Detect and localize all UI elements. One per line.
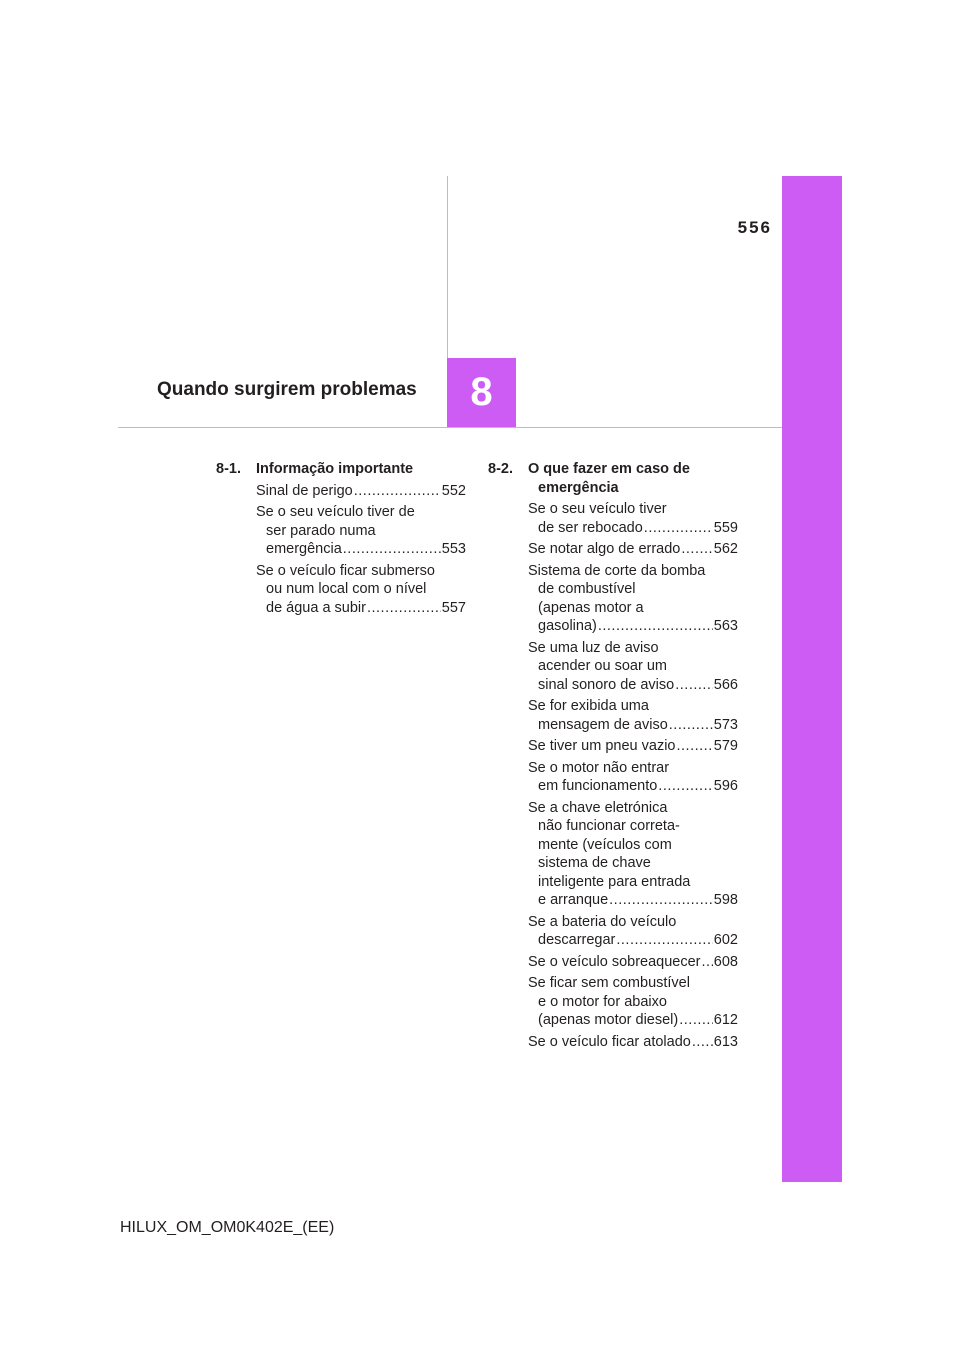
- toc-entry-line: [528, 799, 738, 818]
- toc-page-number: 557: [441, 599, 466, 616]
- toc-entry-text: Se o seu veículo tiver de: [256, 504, 415, 520]
- toc-entry-text: Se tiver um pneu vazio: [528, 738, 676, 754]
- toc-page-number: 552: [441, 482, 466, 499]
- toc-entry-text: emergência: [266, 541, 342, 557]
- toc-entry[interactable]: [528, 697, 738, 734]
- toc-entries: [488, 500, 748, 1051]
- toc-entry[interactable]: [528, 562, 738, 636]
- section-heading: [488, 460, 748, 497]
- toc-entry-line: [528, 737, 738, 756]
- toc-entry-text: (apenas motor a: [538, 599, 644, 616]
- dot-leader: [675, 676, 713, 695]
- toc-entry-line: [528, 891, 738, 910]
- toc-section-8-2: [488, 460, 748, 1054]
- dot-leader: [658, 777, 713, 796]
- toc-entry-line: [256, 482, 466, 501]
- toc-entry-text: mensagem de aviso: [538, 716, 668, 733]
- toc-entry-text: Se a bateria do veículo: [528, 913, 677, 930]
- toc-page-number: 613: [713, 1033, 738, 1050]
- toc-entry-text: Se o motor não entrar: [528, 759, 670, 776]
- toc-entry-line: [528, 676, 738, 695]
- toc-page-number: 562: [713, 541, 738, 557]
- toc-entry-text: Se o veículo sobreaquecer: [528, 953, 701, 970]
- toc-entry-line: [528, 836, 738, 855]
- toc-page-number: 596: [713, 778, 738, 794]
- toc-entry-line: [528, 953, 738, 972]
- toc-entry-line: [528, 974, 738, 993]
- document-code: HILUX_OM_OM0K402E_(EE): [120, 1219, 335, 1236]
- toc-entry-line: [256, 503, 466, 522]
- toc-entry-line: [528, 777, 738, 796]
- toc-entry-text: Se a chave eletrónica: [528, 799, 668, 816]
- toc-entry-line: [528, 993, 738, 1012]
- toc-entry-text: Sinal de perigo: [256, 482, 353, 499]
- toc-entry-line: [528, 580, 738, 599]
- toc-entry-text: acender ou soar um: [538, 658, 667, 674]
- toc-entry-text: sinal sonoro de aviso: [538, 676, 675, 693]
- dot-leader: [609, 891, 713, 910]
- dot-leader: [692, 1033, 713, 1052]
- toc-entry-line: [528, 817, 738, 836]
- toc-entry-text: ser parado numa: [266, 522, 376, 539]
- toc-entry-text: mente (veículos com: [538, 836, 672, 853]
- toc-entry[interactable]: [528, 540, 738, 559]
- dot-leader: [354, 482, 441, 501]
- chapter-title: Quando surgirem problemas: [157, 379, 417, 400]
- toc-entry[interactable]: [528, 1033, 738, 1052]
- dot-leader: [681, 540, 712, 559]
- toc-page-number: 559: [713, 519, 738, 536]
- toc-section-8-1: [216, 460, 476, 620]
- dot-leader: [598, 617, 713, 636]
- vertical-rule: [447, 176, 448, 359]
- horizontal-rule: [118, 427, 782, 428]
- toc-entry-line: [528, 873, 738, 892]
- toc-entry-text: de combustível: [538, 581, 636, 597]
- toc-entry[interactable]: [528, 500, 738, 537]
- dot-leader: [644, 519, 713, 538]
- toc-page-number: 573: [713, 716, 738, 733]
- toc-entry-line: [256, 522, 466, 541]
- toc-page-number: 608: [713, 953, 738, 970]
- toc-page-number: 598: [713, 892, 738, 908]
- page-number: 556: [737, 218, 772, 237]
- toc-entry-text: inteligente para entrada: [538, 873, 691, 890]
- toc-entry-text: e o motor for abaixo: [538, 993, 667, 1010]
- toc-entry-line: [528, 1033, 738, 1052]
- toc-entry-text: não funcionar correta-: [538, 818, 680, 834]
- toc-entry-line: [256, 580, 466, 599]
- dot-leader: [702, 953, 713, 972]
- toc-entry-text: gasolina): [538, 618, 597, 634]
- toc-entries: [216, 482, 476, 618]
- toc-entry-line: [528, 854, 738, 873]
- toc-entry-text: sistema de chave: [538, 855, 651, 871]
- toc-entry-text: Se uma luz de aviso: [528, 639, 659, 656]
- toc-entry-text: Se notar algo de errado: [528, 541, 681, 557]
- section-heading: [216, 460, 476, 479]
- toc-entry-text: ou num local com o nível: [266, 581, 427, 597]
- toc-entry-text: Sistema de corte da bomba: [528, 562, 706, 579]
- toc-page-number: 579: [713, 738, 738, 754]
- toc-entry-line: [528, 931, 738, 950]
- chapter-number-box: 8: [447, 358, 516, 427]
- toc-entry[interactable]: [528, 953, 738, 972]
- toc-page-number: 602: [713, 932, 738, 948]
- toc-page-number: 566: [713, 676, 738, 693]
- toc-entry-text: descarregar: [538, 932, 616, 948]
- section-number: 8-1.: [216, 461, 241, 477]
- toc-page-number: 563: [713, 618, 738, 634]
- toc-entry-line: [528, 1011, 738, 1030]
- toc-entry-line: [528, 519, 738, 538]
- toc-entry[interactable]: [256, 562, 466, 618]
- toc-entry-text: de água a subir: [266, 599, 366, 616]
- dot-leader: [679, 1011, 713, 1030]
- toc-entry-line: [256, 562, 466, 581]
- toc-entry-line: [528, 913, 738, 932]
- toc-entry-line: [528, 617, 738, 636]
- toc-entry-text: de ser rebocado: [538, 519, 643, 536]
- chapter-side-tab: [782, 176, 842, 1182]
- toc-entry-text: Se o veículo ficar submerso: [256, 562, 435, 579]
- toc-entry[interactable]: [256, 482, 466, 501]
- toc-entry-line: [528, 540, 738, 559]
- toc-entry[interactable]: [528, 974, 738, 1030]
- toc-entry-line: [528, 562, 738, 581]
- toc-entry[interactable]: [528, 759, 738, 796]
- section-number: 8-2.: [488, 461, 513, 477]
- dot-leader: [669, 716, 713, 735]
- toc-entry-text: (apenas motor diesel): [538, 1012, 679, 1028]
- toc-entry-line: [528, 599, 738, 618]
- toc-entry-line: [528, 500, 738, 519]
- toc-entry-text: Se o veículo ficar atolado: [528, 1033, 691, 1050]
- dot-leader: [343, 540, 441, 559]
- toc-entry[interactable]: [528, 799, 738, 910]
- toc-page-number: 612: [713, 1012, 738, 1028]
- toc-entry-line: [528, 716, 738, 735]
- toc-entry[interactable]: [528, 737, 738, 756]
- toc-entry-text: Se o seu veículo tiver: [528, 501, 667, 517]
- toc-entry-text: Se for exibida uma: [528, 698, 649, 714]
- toc-entry-line: [256, 599, 466, 618]
- toc-entry-text: em funcionamento: [538, 778, 658, 794]
- toc-entry-line: [256, 540, 466, 559]
- dot-leader: [616, 931, 712, 950]
- toc-entry[interactable]: [528, 913, 738, 950]
- toc-entry[interactable]: [528, 639, 738, 695]
- section-title: O que fazer em caso de emergência: [528, 461, 690, 496]
- toc-entry-text: e arranque: [538, 892, 609, 908]
- dot-leader: [677, 737, 713, 756]
- toc-entry-line: [528, 697, 738, 716]
- toc-entry-line: [528, 657, 738, 676]
- toc-entry[interactable]: [256, 503, 466, 559]
- dot-leader: [367, 599, 441, 618]
- toc-entry-text: Se ficar sem combustível: [528, 975, 690, 991]
- toc-entry-line: [528, 639, 738, 658]
- toc-page-number: 553: [441, 541, 466, 557]
- section-title: Informação importante: [256, 461, 414, 477]
- toc-entry-line: [528, 759, 738, 778]
